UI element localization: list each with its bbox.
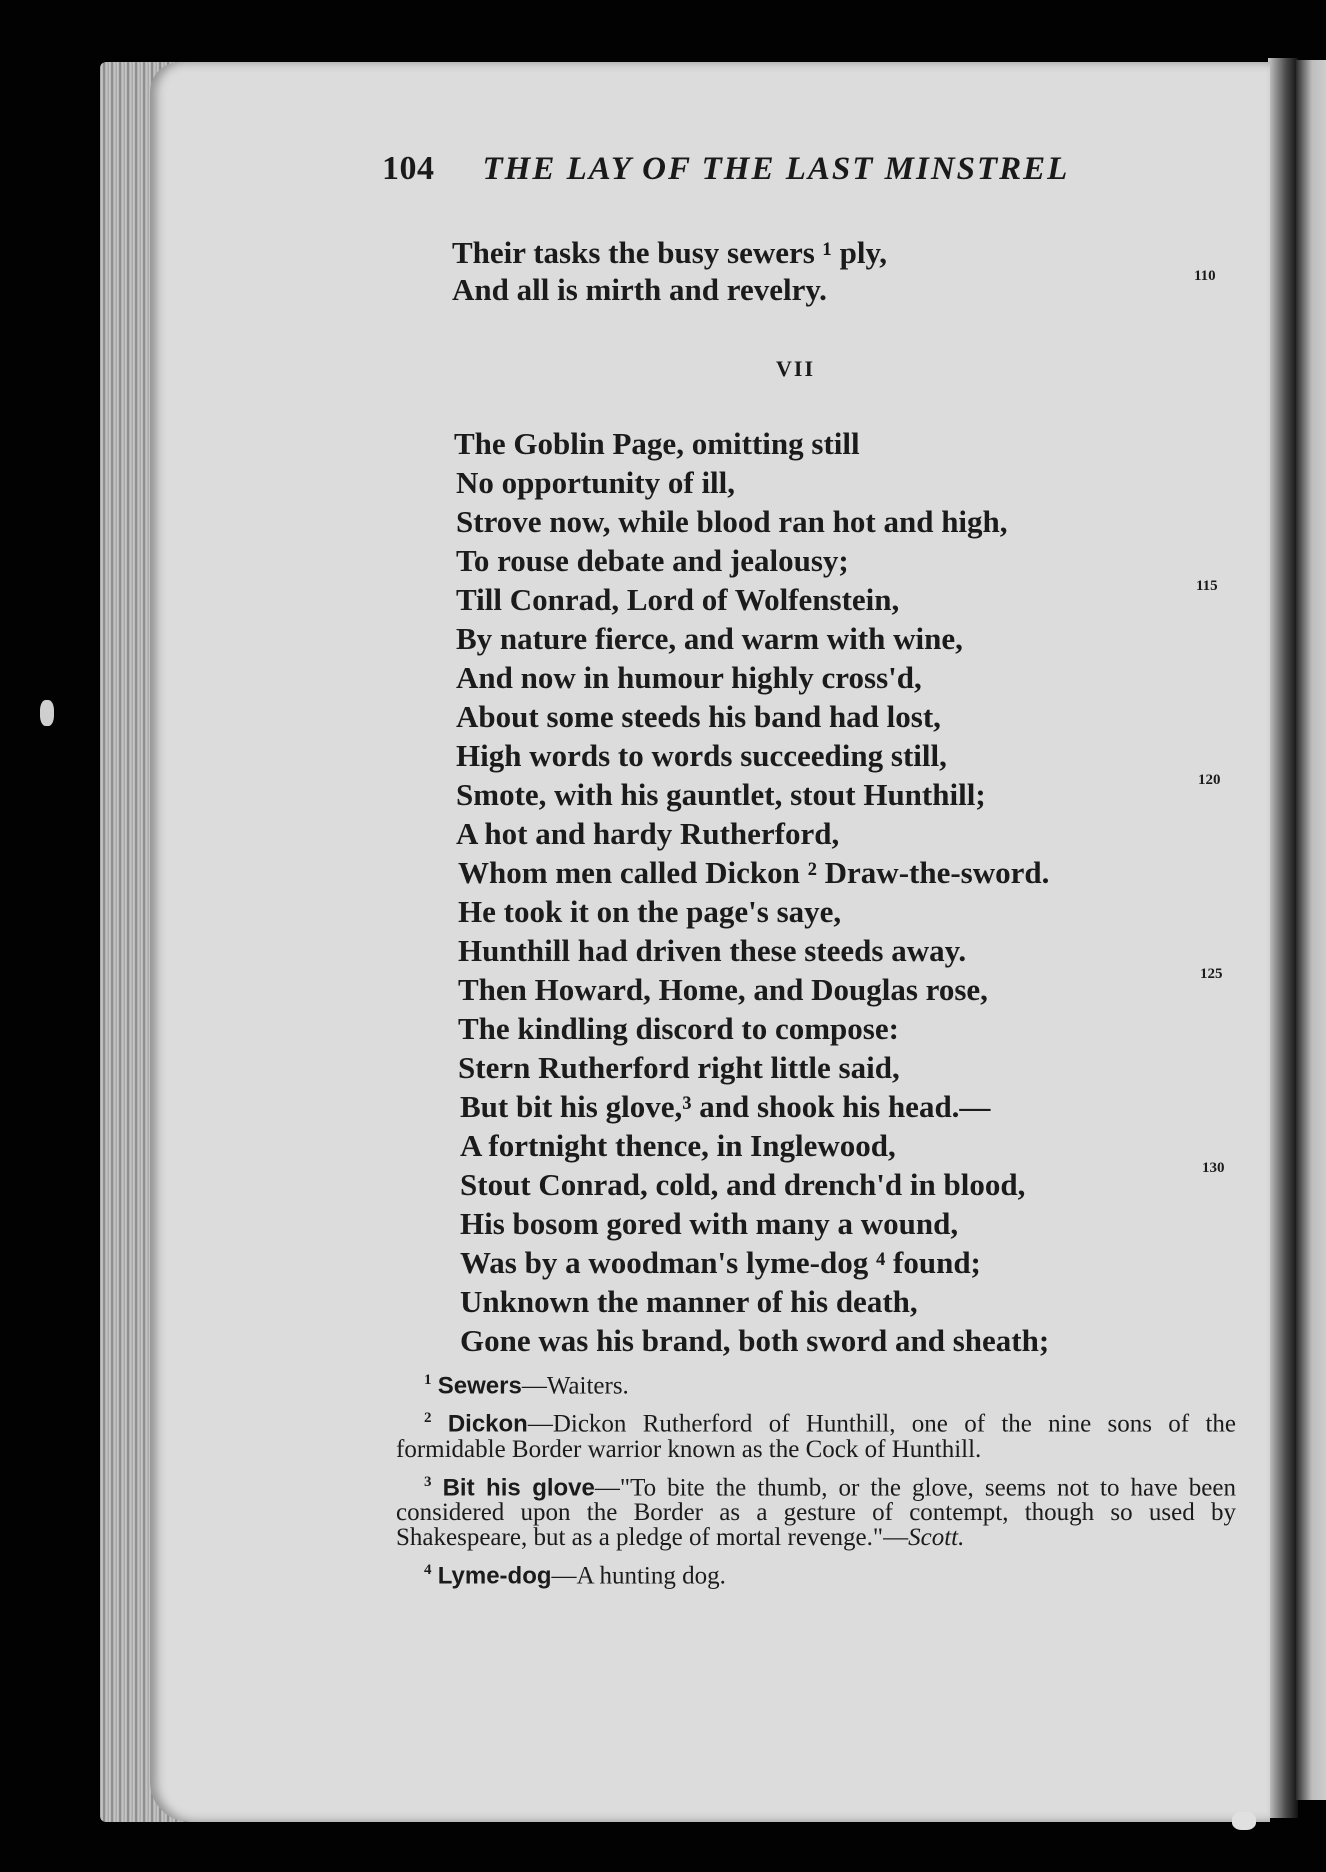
running-header [382, 150, 1069, 188]
verse-line: Smote, with his gauntlet, stout Hunthill; [456, 777, 986, 812]
verse-line: Unknown the manner of his death, [460, 1284, 918, 1319]
line-number: 125 [1200, 966, 1223, 982]
page-number: 104 [382, 150, 435, 187]
stanza-heading: VII [776, 356, 816, 381]
next-page-edge [1296, 60, 1326, 1800]
verse-line: No opportunity of ill, [456, 465, 736, 500]
scan-speck [1232, 1812, 1256, 1830]
footnote-text: —Waiters. [521, 1372, 629, 1400]
verse-line: To rouse debate and jealousy; [456, 543, 849, 578]
verse-line: A hot and hardy Rutherford, [456, 816, 840, 851]
footnote-marker: 4 [424, 1561, 432, 1578]
verse-line: High words to words succeeding still, [456, 738, 947, 773]
footnote-text: —A hunting dog. [551, 1562, 726, 1590]
verse-line: Gone was his brand, both sword and sheath; [460, 1323, 1050, 1358]
footnote-term: Dickon [447, 1410, 528, 1438]
line-number: 115 [1196, 578, 1218, 594]
verse-line: The kindling discord to compose: [458, 1011, 899, 1046]
verse-line: About some steeds his band had lost, [456, 699, 941, 734]
verse-line: He took it on the page's saye, [458, 894, 842, 929]
footnote [396, 1406, 1236, 1461]
book-spine [1268, 58, 1298, 1818]
verse-line: Stern Rutherford right little said, [458, 1050, 900, 1085]
footnote [396, 1368, 1236, 1398]
verse-line: Whom men called Dickon ² Draw-the-sword. [458, 855, 1050, 890]
verse-line: Their tasks the busy sewers ¹ ply, [452, 235, 888, 270]
footnote-text: —"To bite the thumb, or the glove, seems not to have been considered upon the Border as a gesture of contempt, though so used by Shakespeare, but as a pledge of mortal revenge."— [396, 1473, 1236, 1551]
footnote-marker: 3 [424, 1473, 432, 1490]
footnote-attribution: Scott. [908, 1523, 965, 1551]
footnote-marker: 2 [424, 1410, 432, 1427]
footnote [396, 1470, 1236, 1550]
verse-line: Then Howard, Home, and Douglas rose, [458, 972, 988, 1007]
verse-line: The Goblin Page, omitting still [454, 426, 860, 461]
verse-line: Strove now, while blood ran hot and high, [456, 504, 1008, 539]
footnote-marker: 1 [424, 1372, 432, 1388]
verse-line: Stout Conrad, cold, and drench'd in blood, [460, 1167, 1026, 1202]
footnote-term: Bit his glove [442, 1473, 595, 1501]
verse-line: But bit his glove,³ and shook his head.— [460, 1089, 991, 1124]
line-number: 130 [1202, 1160, 1225, 1176]
line-number: 110 [1194, 268, 1216, 284]
verse-line: And now in humour highly cross'd, [456, 660, 922, 695]
footnote-term: Lyme-dog [437, 1562, 552, 1590]
footnotes [396, 1368, 1236, 1596]
verse-line: His bosom gored with many a wound, [460, 1206, 959, 1241]
verse-line: Hunthill had driven these steeds away. [458, 933, 967, 968]
verse-line: Till Conrad, Lord of Wolfenstein, [456, 582, 900, 617]
footnote-term: Sewers [437, 1372, 522, 1400]
scan-speck [40, 700, 54, 726]
running-title: THE LAY OF THE LAST MINSTREL [482, 151, 1070, 187]
verse-line: A fortnight thence, in Inglewood, [460, 1128, 896, 1163]
verse-line: And all is mirth and revelry. [452, 272, 827, 307]
footnote-text: —Dickon Rutherford of Hunthill, one of the nine sons of the formidable Border warrior known as the Cock of Hunthill. [396, 1410, 1236, 1463]
line-number: 120 [1198, 772, 1221, 788]
verse-line: By nature fierce, and warm with wine, [456, 621, 963, 656]
verse-line: Was by a woodman's lyme-dog ⁴ found; [460, 1245, 981, 1280]
footnote [396, 1558, 1236, 1588]
